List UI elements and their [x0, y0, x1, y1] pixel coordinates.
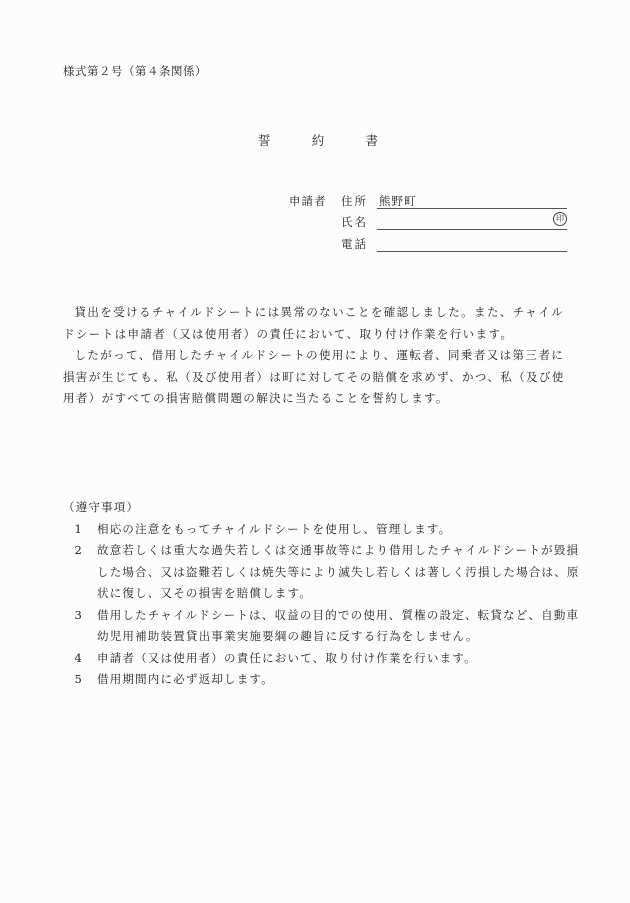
title-char: 書: [365, 133, 378, 148]
name-field[interactable]: [377, 214, 567, 230]
rule-text: 借用期間内に必ず返却します。: [97, 672, 274, 686]
pledge-paragraph: 貸出を受けるチャイルドシートには異常のないことを確認しました。また、チャイルドシートは申請者（又は使用者）の責任において、取り付け作業を行います。: [63, 305, 565, 341]
rule-text: 借用したチャイルドシートは、収益の目的での使用、質権の設定、転貸など、自動車幼児用補助装置貸出事業実施要綱の趣旨に反する行為をしません。: [97, 607, 580, 643]
address-value: 熊野町: [379, 194, 417, 208]
rule-item: [63, 605, 583, 648]
rule-item: [63, 540, 583, 605]
address-label: 住所: [341, 194, 368, 208]
address-row: [341, 193, 621, 213]
rule-number: 2: [74, 543, 83, 557]
rule-text: 相応の注意をもってチャイルドシートを使用し、管理します。: [97, 521, 452, 536]
document-title: [258, 131, 378, 149]
phone-label: 電話: [341, 237, 368, 251]
rule-number: 3: [74, 607, 83, 622]
address-field[interactable]: [377, 193, 567, 209]
name-row: [341, 214, 621, 234]
phone-field[interactable]: [377, 236, 567, 252]
pledge-paragraph: したがって、借用したチャイルドシートの使用により、運転者、同乗者又は第三者に損害が生じても、私（及び使用者）は町に対してその賠償を求めず、かつ、私（及び使用者）がすべての損害賠償問題の解決に当たることを誓約します。: [63, 348, 565, 405]
form-number: 様式第２号（第４条関係）: [63, 64, 207, 78]
rule-item: [63, 519, 583, 541]
rule-text: 故意若しくは重大な過失若しくは交通事故等により借用したチャイルドシートが毀損した場合、又は盗難若しくは焼失等により滅失し若しくは著しく汚損した場合は、原状に復し、又その損害を賠償します。: [97, 543, 580, 600]
rule-number: 1: [74, 521, 83, 536]
rules-section: [63, 497, 583, 691]
rule-text: 申請者（又は使用者）の責任において、取り付け作業を行います。: [97, 650, 477, 665]
title-char: 約: [311, 133, 325, 148]
name-label: 氏名: [341, 215, 368, 229]
title-char: 誓: [258, 133, 271, 148]
rule-item: [63, 648, 583, 670]
applicant-label: 申請者: [289, 194, 327, 208]
phone-row: [341, 236, 621, 256]
rule-item: [63, 669, 583, 691]
rule-number: 5: [74, 672, 83, 686]
rules-heading: （遵守事項）: [63, 500, 140, 514]
rule-number: 4: [74, 650, 83, 665]
pledge-body: [63, 302, 573, 410]
seal-icon: 印: [553, 212, 567, 226]
